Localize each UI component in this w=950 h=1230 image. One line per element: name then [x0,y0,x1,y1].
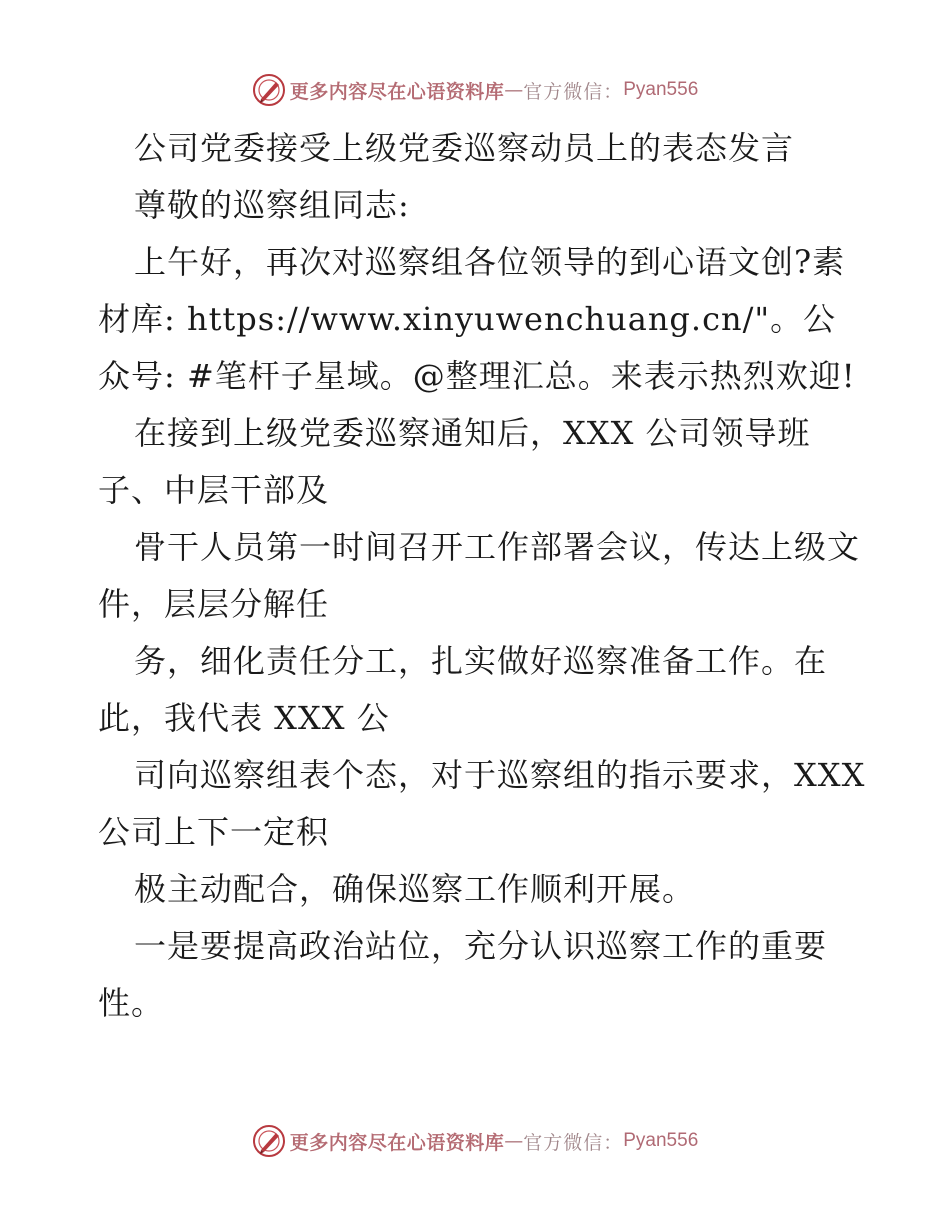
document-body [98,120,868,1032]
banner-brand-text: 更多内容尽在心语资料库 [289,80,505,103]
paragraph: 司向巡察组表个态，对于巡察组的指示要求，XXX 公司上下一定积 [98,756,866,851]
banner-wechat-label: 官方微信： [523,1131,624,1154]
footer-banner [0,1121,950,1161]
banner-dash: — [504,1130,524,1152]
document-salutation: 尊敬的巡察组同志: [134,186,410,224]
pen-logo-icon [252,1124,286,1158]
paragraph: 务，细化责任分工，扎实做好巡察准备工作。在此，我代表 XXX 公 [98,642,828,737]
banner-dash: — [504,79,524,101]
paragraph: 骨干人员第一时间召开工作部署会议，传达上级文件，层层分解任 [98,528,861,623]
paragraph: 上午好，再次对巡察组各位领导的到心语文创?素材库: https://www.xinyuwenchuang.cn/"。公众号: #笔杆子星域。@整理汇总。来表示热烈欢迎! [98,243,856,395]
banner-brand-text: 更多内容尽在心语资料库 [289,1131,505,1154]
banner-wechat-handle: Pyan556 [623,1130,699,1151]
paragraph: 一是要提高政治站位，充分认识巡察工作的重要性。 [98,927,828,1022]
header-banner [0,70,950,110]
paragraph: 极主动配合，确保巡察工作顺利开展。 [134,870,696,908]
document-title: 公司党委接受上级党委巡察动员上的表态发言 [134,129,795,167]
banner-wechat-label: 官方微信： [523,80,624,103]
banner-wechat-handle: Pyan556 [623,79,699,100]
pen-logo-icon [252,73,286,107]
paragraph: 在接到上级党委巡察通知后，XXX 公司领导班子、中层干部及 [98,414,811,509]
